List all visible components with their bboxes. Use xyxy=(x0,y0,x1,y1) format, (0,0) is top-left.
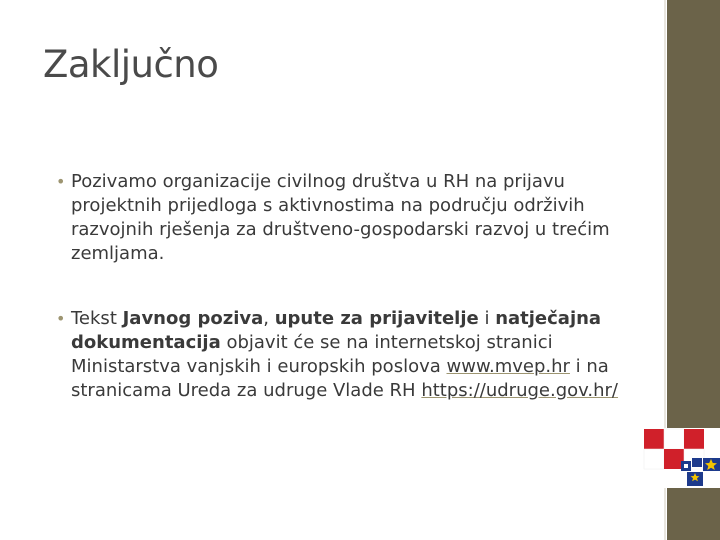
text-fragment: Tekst xyxy=(71,308,123,329)
mvep-link[interactable]: www.mvep.hr xyxy=(446,356,570,377)
text-fragment: , xyxy=(263,308,275,329)
coat-of-arms-logo-icon xyxy=(643,428,720,488)
udruge-link[interactable]: https://udruge.gov.hr/ xyxy=(421,380,619,401)
text-fragment: i na stranicama Ureda za udruge Vlade RH xyxy=(71,356,609,401)
bullet-item-1 xyxy=(50,170,640,266)
bold-upute: upute za prijavitelje xyxy=(274,308,479,329)
bold-natjecajna-dokumentacija: natječajna dokumentacija xyxy=(71,308,602,353)
bullet-item-2 xyxy=(50,307,640,403)
text-fragment: i xyxy=(478,308,496,329)
bullet-text: Pozivamo organizacije civilnog društva u RH na prijavu projektnih prijedloga s aktivnostima na području održivih razvojnih rješenja za društveno-gospodarski razvoj u trećim zemljama. xyxy=(71,171,610,264)
text-fragment: objavit će se na internetskoj stranici Ministarstva vanjskih i europskih poslova xyxy=(71,332,553,377)
slide-title: Zaključno xyxy=(43,43,219,86)
bullet-dot-icon: • xyxy=(56,309,66,328)
bullet-text xyxy=(71,307,640,403)
bold-javni-poziv: Javnog poziva xyxy=(122,308,264,329)
bullet-dot-icon: • xyxy=(56,172,66,191)
slide-content xyxy=(50,170,640,403)
